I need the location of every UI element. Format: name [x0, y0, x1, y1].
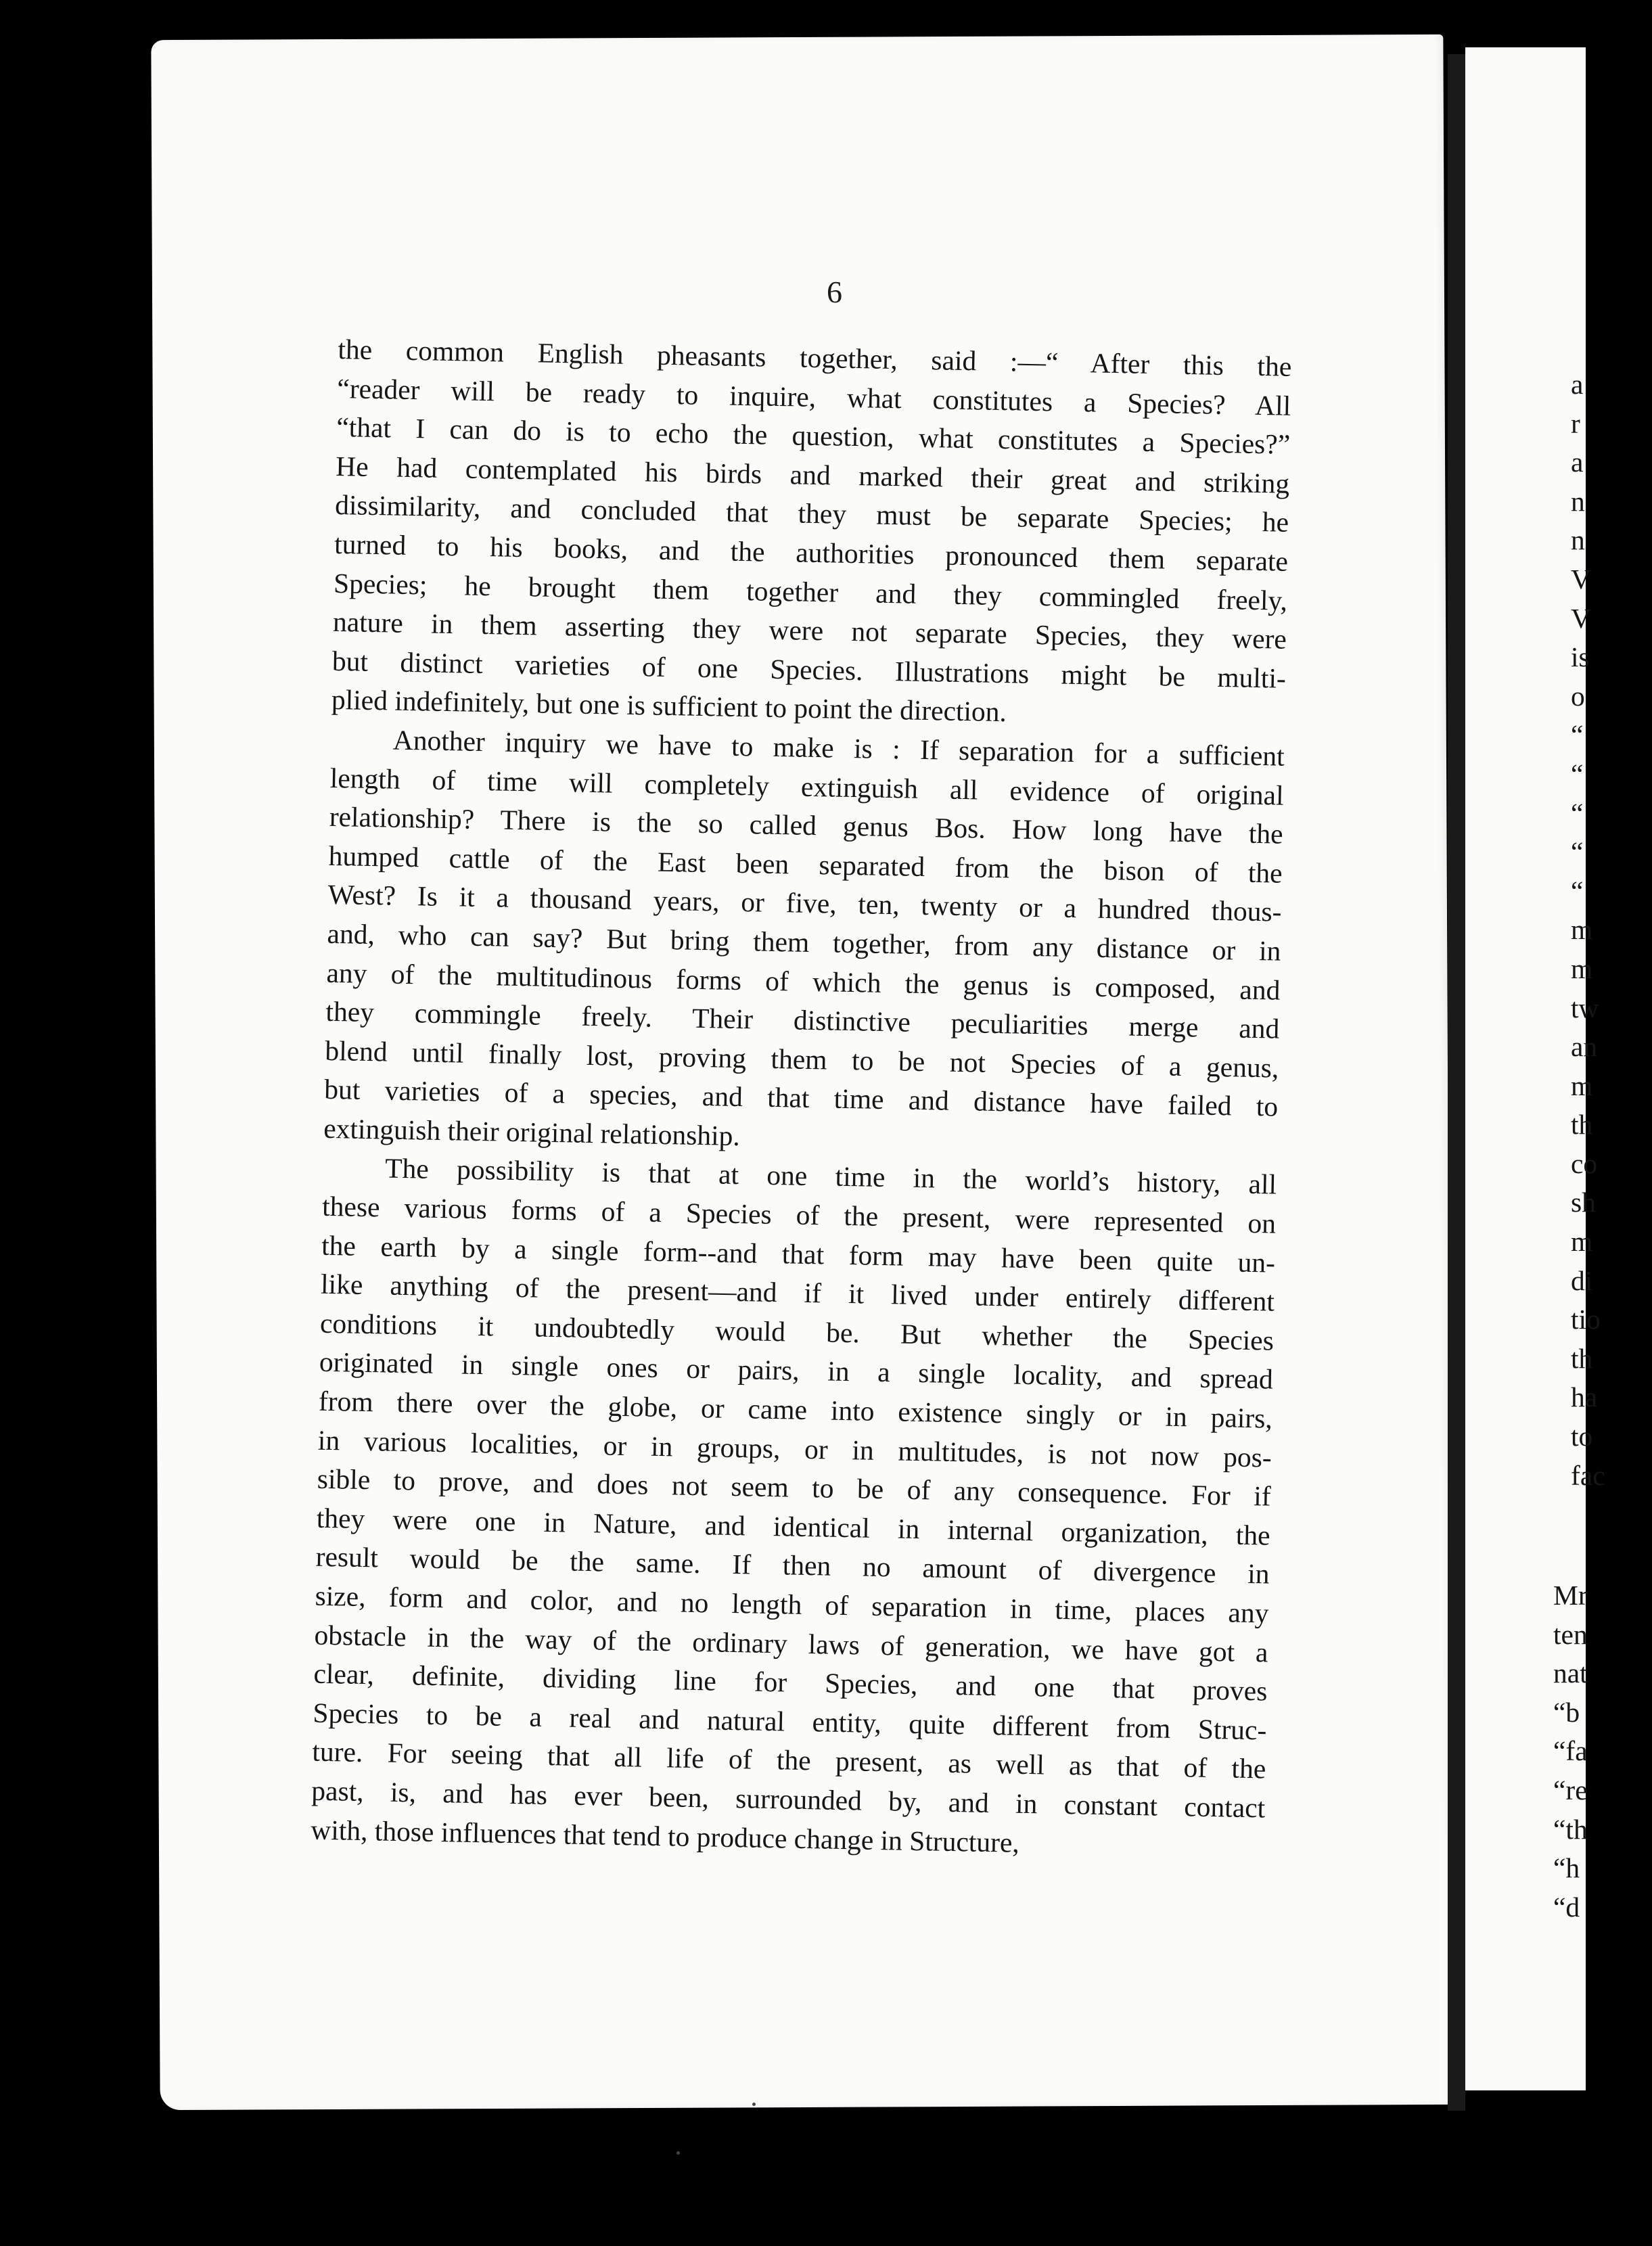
text-line: in various localities, or in groups, or in multitudes, is not now pos- — [317, 1424, 1272, 1473]
text-line: plied indefinitely, but one is sufficient to point the direction. — [331, 684, 1007, 728]
text-line: they were one in Nature, and identical in internal organization, the — [316, 1502, 1271, 1551]
text-line: Species to be a real and natural entity, quite different from Struc- — [313, 1697, 1267, 1746]
fragment-line: “th — [1553, 1813, 1588, 1845]
fragment-line: ha — [1571, 1381, 1598, 1413]
fragment-line: th — [1571, 1342, 1593, 1374]
text-line: humped cattle of the East been separated from the bison of the — [328, 840, 1283, 889]
fragment-line: an — [1571, 1031, 1598, 1063]
fragment-line: o — [1571, 680, 1585, 712]
speck — [676, 2151, 680, 2155]
text-line: The possibility is that at one time in the world’s history, all — [384, 1152, 1277, 1201]
text-line: these various forms of a Species of the present, were represented on — [321, 1190, 1277, 1239]
fragment-line: m — [1571, 953, 1593, 984]
fragment-line: m — [1571, 1070, 1593, 1101]
text-line: size, form and color, and no length of separation in time, places any — [315, 1580, 1269, 1629]
fragment-line: is — [1571, 641, 1590, 673]
text-line: turned to his books, and the authorities pronounced them separate — [334, 528, 1289, 577]
text-line: but distinct varieties of one Species. Illustrations might be multi- — [331, 645, 1287, 694]
paragraph — [323, 720, 1285, 1166]
book-gutter — [1448, 54, 1465, 2111]
text-line: nature in them asserting they were not separate Species, they were — [332, 606, 1287, 655]
fragment-line: ten — [1553, 1618, 1588, 1650]
right-page-fragments-top — [1571, 365, 1652, 1495]
right-page-fragments-bottom — [1553, 1576, 1588, 1927]
text-line: clear, definite, dividing line for Species, and one that proves — [313, 1657, 1268, 1707]
speck — [752, 2103, 756, 2106]
body-text — [311, 330, 1292, 1867]
paragraph — [311, 1148, 1277, 1866]
fragment-line: fac — [1571, 1459, 1605, 1491]
text-line: dissimilarity, and concluded that they must be separate Species; he — [334, 489, 1289, 538]
text-line: relationship? There is the so called genus Bos. How long have the — [329, 801, 1284, 850]
fragment-line: m — [1571, 914, 1593, 946]
text-line: obstacle in the way of the ordinary laws of generation, we have got a — [314, 1619, 1268, 1668]
fragment-line: V — [1571, 563, 1591, 595]
fragment-line: Mr — [1553, 1580, 1588, 1611]
text-line: blend until finally lost, proving them to be not Species of a genus, — [325, 1034, 1279, 1084]
fragment-line: “ — [1571, 758, 1584, 789]
fragment-line: a — [1571, 369, 1584, 400]
fragment-line: “fa — [1553, 1735, 1588, 1767]
fragment-line: V — [1571, 602, 1591, 634]
text-line: West? Is it a thousand years, or five, ten, twenty or a hundred thous- — [327, 879, 1282, 928]
fragment-line: “h — [1553, 1852, 1580, 1884]
paragraph — [331, 330, 1291, 737]
fragment-line: m — [1571, 1226, 1593, 1258]
fragment-line: “ — [1571, 875, 1584, 907]
text-line: the common English pheasants together, said :—“ After this the — [338, 333, 1292, 382]
text-line: any of the multitudinous forms of which the genus is composed, and — [326, 957, 1281, 1006]
fragment-line: n — [1571, 524, 1585, 556]
fragment-line: nat — [1553, 1657, 1588, 1689]
text-line: “that I can do is to echo the question, what constitutes a Species?” — [336, 411, 1291, 460]
fragment-line: to — [1571, 1421, 1593, 1452]
fragment-line: th — [1571, 1109, 1593, 1141]
text-line: “reader will be ready to inquire, what constitutes a Species? All — [337, 372, 1291, 421]
fragment-line: “d — [1553, 1891, 1580, 1923]
text-line: sible to prove, and does not seem to be of any consequence. For if — [317, 1463, 1272, 1512]
text-line: like anything of the present—and if it lived under entirely different — [320, 1268, 1275, 1317]
fragment-line: “ — [1571, 719, 1584, 751]
text-line: from there over the globe, or came into existence singly or in pairs, — [318, 1385, 1273, 1434]
page-number: 6 — [827, 275, 842, 309]
text-line: Species; he brought them together and they commingled freely, — [333, 567, 1288, 616]
fragment-line: r — [1571, 407, 1580, 439]
text-line: with, those influences that tend to produce change in Structure, — [310, 1814, 1020, 1858]
fragment-line: a — [1571, 446, 1584, 478]
text-line: result would be the same. If then no amount of divergence in — [315, 1541, 1270, 1590]
text-line: originated in single ones or pairs, in a single locality, and spread — [319, 1346, 1274, 1396]
text-line: and, who can say? But bring them together, from any distance or in — [327, 917, 1281, 967]
fragment-line: “ — [1571, 836, 1584, 868]
text-line: but varieties of a species, and that time and distance have failed to — [324, 1074, 1279, 1122]
text-line: extinguish their original relationship. — [323, 1112, 741, 1151]
text-line: past, is, and has ever been, surrounded by, and in constant contact — [311, 1774, 1266, 1824]
fragment-line: “ — [1571, 797, 1584, 829]
fragment-line: “b — [1553, 1696, 1580, 1728]
fragment-line: di — [1571, 1264, 1593, 1296]
fragment-line: tio — [1571, 1304, 1601, 1335]
text-line: length of time will completely extinguish all evidence of original — [329, 762, 1285, 811]
fragment-line: co — [1571, 1147, 1598, 1179]
fragment-line: sh — [1571, 1187, 1596, 1218]
text-line: they commingle freely. Their distinctive peculiarities merge and — [325, 995, 1280, 1045]
text-line: conditions it undoubtedly would be. But whether the Species — [319, 1307, 1275, 1356]
text-line: He had contemplated his birds and marked their great and striking — [335, 450, 1290, 499]
text-line: Another inquiry we have to make is : If separation for a sufficient — [392, 724, 1285, 772]
fragment-line: tw — [1571, 992, 1599, 1024]
fragment-line: n — [1571, 485, 1585, 517]
fragment-line: “re — [1553, 1774, 1588, 1806]
text-line: the earth by a single form--and that form may have been quite un- — [321, 1229, 1276, 1279]
text-line: ture. For seeing that all life of the present, as well as that of the — [312, 1736, 1266, 1785]
